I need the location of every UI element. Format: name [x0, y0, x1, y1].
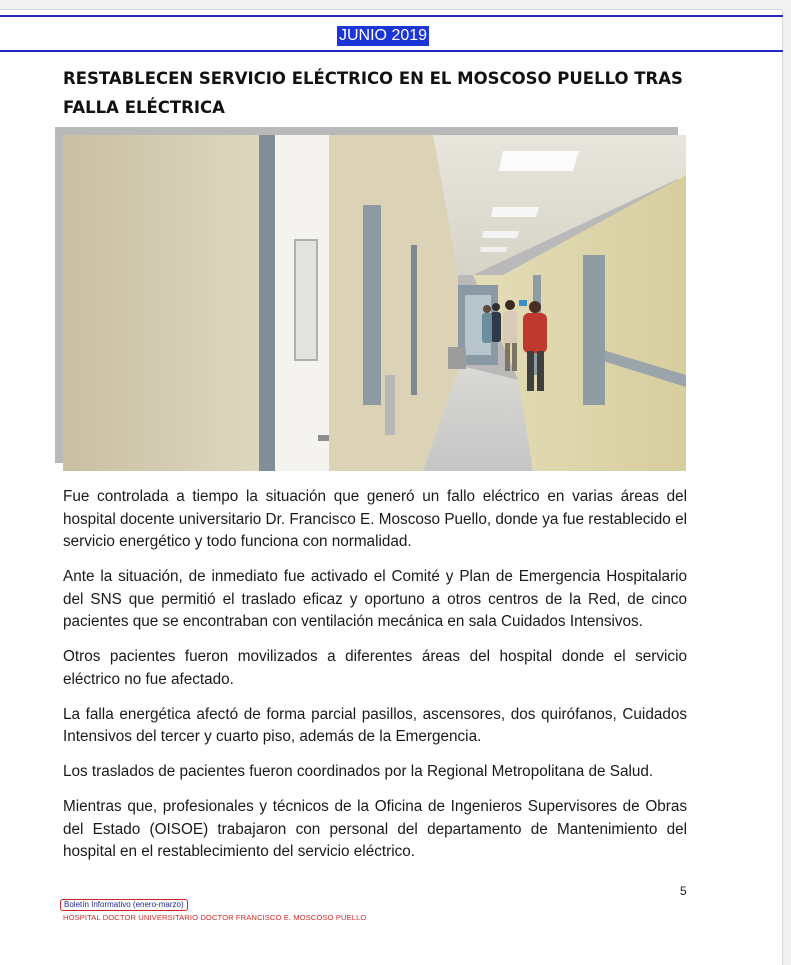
- paragraph-4: La falla energética afectó de forma parcial pasillos, ascensores, dos quirófanos, Cuidados Intensivos del tercer y cuarto piso, además de la Emergencia.: [63, 705, 687, 745]
- hospital-corridor-photo: [63, 135, 686, 471]
- header-rule-bottom: [0, 50, 783, 52]
- bulletin-label: Boletín Informativo (enero-marzo): [60, 899, 188, 911]
- header-rule-top: [0, 15, 783, 17]
- paragraph-5: Los traslados de pacientes fueron coordinados por la Regional Metropolitana de Salud.: [63, 763, 654, 780]
- paragraph-2: Ante la situación, de inmediato fue activado el Comité y Plan de Emergencia Hospitalario del SNS que permitió el traslado eficaz y oportuno a otros centros de la Red, de cinco pacientes que se encontraban con ventilación mecánica en sala Cuidados Intensivos.: [63, 568, 687, 630]
- article-title: RESTABLECEN SERVICIO ELÉCTRICO EN EL MOSCOSO PUELLO TRAS FALLA ELÉCTRICA: [63, 69, 683, 117]
- window-top-bar: [0, 0, 791, 10]
- month-banner: JUNIO 2019: [339, 27, 428, 44]
- vertical-scrollbar[interactable]: [782, 9, 791, 965]
- page-number: 5: [680, 884, 687, 898]
- paragraph-6: Mientras que, profesionales y técnicos de la Oficina de Ingenieros Supervisores de Obras del Estado (OISOE) trabajaron con personal del departamento de Mantenimiento del hospital en el restablecimiento del servicio eléctrico.: [63, 798, 687, 860]
- hospital-name-footer: HOSPITAL DOCTOR UNIVERSITARIO DOCTOR FRANCISCO E. MOSCOSO PUELLO: [63, 913, 367, 922]
- paragraph-3: Otros pacientes fueron movilizados a diferentes áreas del hospital donde el servicio eléctrico no fue afectado.: [63, 648, 687, 688]
- article-body: [63, 486, 687, 876]
- paragraph-1: Fue controlada a tiempo la situación que generó un fallo eléctrico en varias áreas del hospital docente universitario Dr. Francisco E. Moscoso Puello, donde ya fue restablecido el servicio energético y todo funciona con normalidad.: [63, 488, 687, 550]
